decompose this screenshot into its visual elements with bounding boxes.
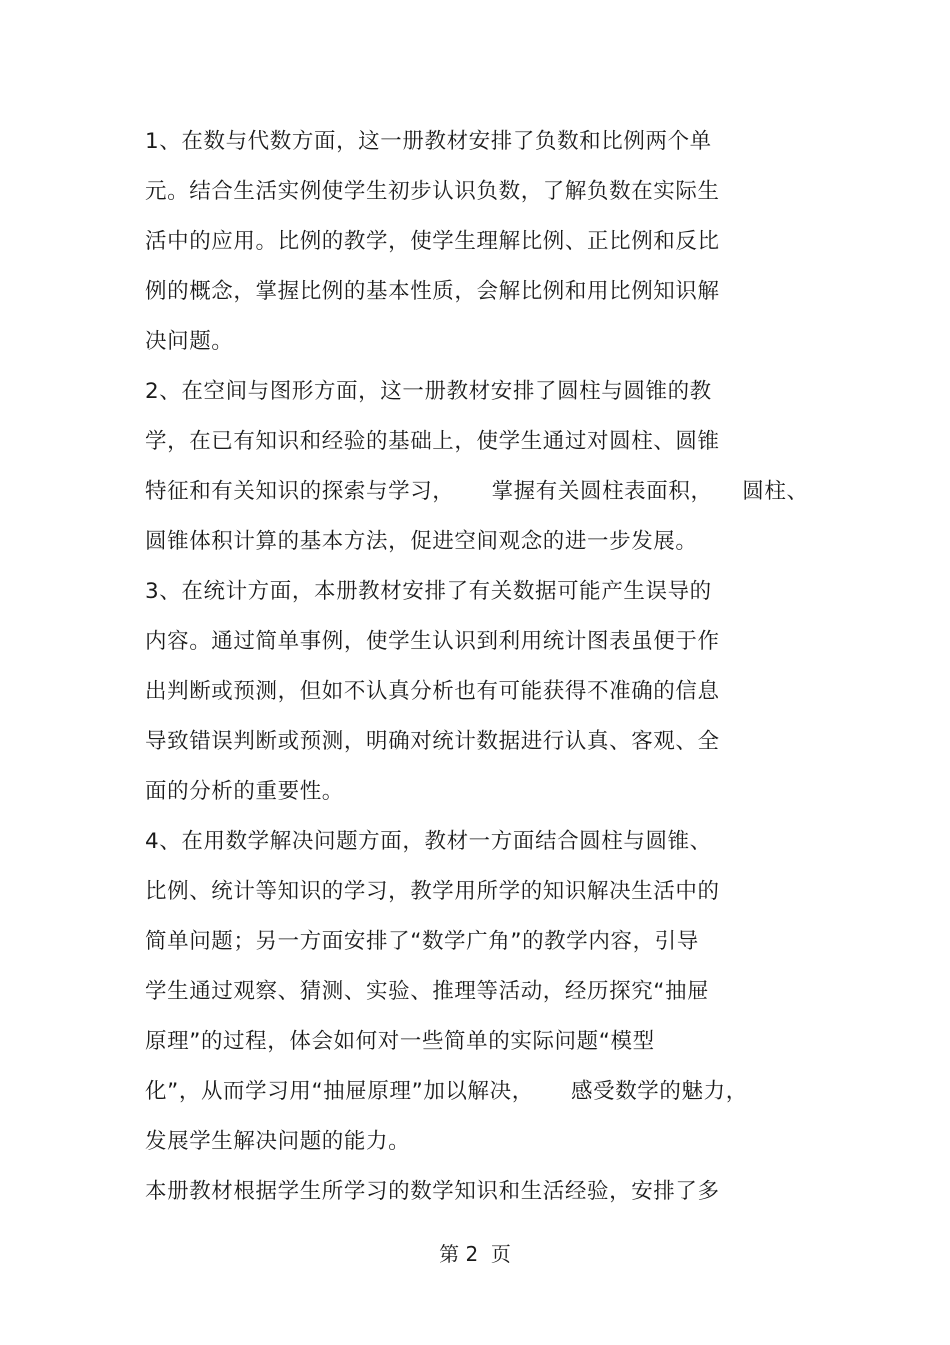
text-line: 本册教材根据学生所学习的数学知识和生活经验，安排了多	[145, 1179, 720, 1204]
text-line: 活中的应用。比例的教学，使学生理解比例、正比例和反比	[145, 229, 720, 254]
text-line: 4、在用数学解决问题方面，教材一方面结合圆柱与圆锥、	[145, 829, 712, 854]
text-line: 学生通过观察、猜测、实验、推理等活动，经历探究“抽屉	[145, 979, 710, 1004]
text-line: 例的概念，掌握比例的基本性质，会解比例和用比例知识解	[145, 279, 720, 304]
text-line: 学，在已有知识和经验的基础上，使学生通过对圆柱、圆锥	[145, 429, 720, 454]
text-line: 内容。通过简单事例，使学生认识到利用统计图表虽便于作	[145, 629, 720, 654]
text-line: 圆锥体积计算的基本方法，促进空间观念的进一步发展。	[145, 529, 698, 554]
text-line: 1、在数与代数方面，这一册教材安排了负数和比例两个单	[145, 129, 712, 154]
text-line: 简单问题；另一方面安排了“数学广角”的教学内容，引导	[145, 929, 699, 954]
text-line: 决问题。	[145, 329, 234, 354]
text-line: 3、在统计方面，本册教材安排了有关数据可能产生误导的	[145, 579, 712, 604]
text-line: 出判断或预测，但如不认真分析也有可能获得不准确的信息	[145, 679, 720, 704]
text-line: 比例、统计等知识的学习，教学用所学的知识解决生活中的	[145, 879, 720, 904]
text-line: 导致错误判断或预测，明确对统计数据进行认真、客观、全	[145, 729, 720, 754]
text-line: 2、在空间与图形方面，这一册教材安排了圆柱与圆锥的教	[145, 379, 712, 404]
text-line: 原理”的过程，体会如何对一些简单的实际问题“模型	[145, 1029, 655, 1054]
text-line: 元。结合生活实例使学生初步认识负数，了解负数在实际生	[145, 179, 720, 204]
text-line: 化”，从而学习用“抽屉原理”加以解决， 感受数学的魅力，	[145, 1079, 748, 1104]
text-line: 发展学生解决问题的能力。	[145, 1129, 411, 1154]
page-number: 第 2 页	[439, 1242, 511, 1266]
text-line: 面的分析的重要性。	[145, 779, 344, 804]
text-line: 特征和有关知识的探索与学习， 掌握有关圆柱表面积， 圆柱、	[145, 479, 809, 504]
